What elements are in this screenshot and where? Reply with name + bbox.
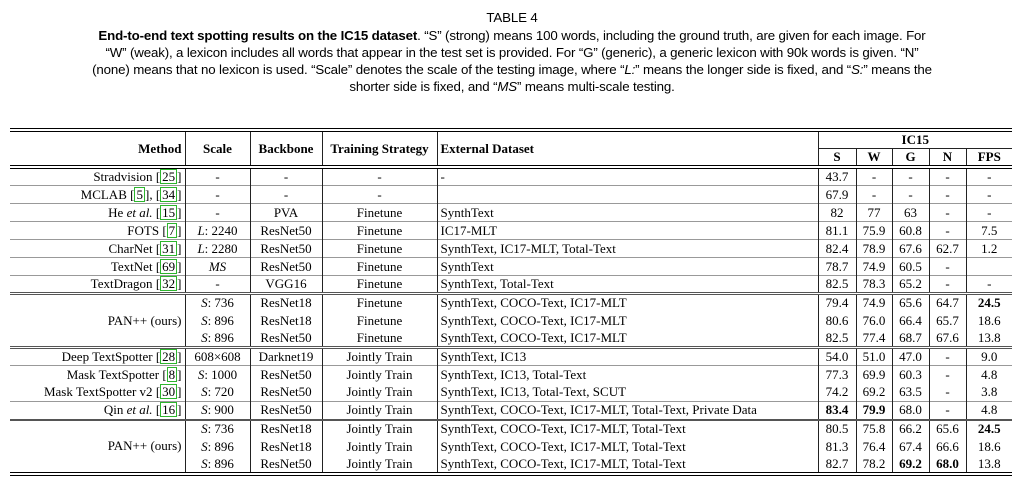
- cell-backbone: ResNet50: [250, 456, 322, 474]
- cell-method: PAN++ (ours): [10, 294, 185, 348]
- cell-external: SynthText, COCO-Text, IC17-MLT, Total-Text: [437, 438, 818, 456]
- cell-external: [437, 186, 818, 204]
- cell-n: -: [929, 186, 966, 204]
- cell-w: 79.9: [856, 402, 892, 420]
- cell-n: -: [929, 204, 966, 222]
- cell-fps: 4.8: [966, 402, 1012, 420]
- citation-link[interactable]: 34: [162, 186, 176, 202]
- cell-fps: 18.6: [966, 438, 1012, 456]
- cell-training: Jointly Train: [322, 384, 437, 402]
- cell-w: 51.0: [856, 348, 892, 366]
- cell-method: TextDragon [ 32 ]: [10, 276, 185, 294]
- cell-s: 43.7: [818, 167, 856, 186]
- col-header-g: G: [892, 149, 929, 168]
- cell-n: -: [929, 167, 966, 186]
- cell-backbone: ResNet50: [250, 330, 322, 348]
- cell-scale: S: 900: [185, 402, 250, 420]
- cell-backbone: ResNet50: [250, 402, 322, 420]
- cell-w: 74.9: [856, 294, 892, 312]
- table-row: [10, 204, 1012, 222]
- cell-g: 65.2: [892, 276, 929, 294]
- cell-w: 76.0: [856, 312, 892, 330]
- table-row: [10, 366, 1012, 384]
- cell-backbone: -: [250, 167, 322, 186]
- cell-s: 80.5: [818, 420, 856, 438]
- col-header-backbone: Backbone: [250, 130, 322, 167]
- cell-s: 81.3: [818, 438, 856, 456]
- table-caption: [0, 9, 1024, 95]
- cell-training: Finetune: [322, 222, 437, 240]
- cell-w: 78.3: [856, 276, 892, 294]
- cell-n: 65.7: [929, 312, 966, 330]
- cell-method: Mask TextSpotter v2 [ 30 ]: [43, 384, 182, 400]
- caption-line: “W” (weak), a lexicon includes all words that appear in the test set is provided. For “G” (generic), a generic lexicon with 90k words is given. “N”: [105, 45, 919, 60]
- cell-training: Finetune: [322, 276, 437, 294]
- cell-w: -: [856, 167, 892, 186]
- cell-g: 66.4: [892, 312, 929, 330]
- cell-fps: -: [966, 276, 1012, 294]
- cell-scale: S: 720: [185, 384, 250, 402]
- cell-fps: 9.0: [966, 348, 1012, 366]
- cell-s: 79.4: [818, 294, 856, 312]
- cell-g: 63: [892, 204, 929, 222]
- citation-link[interactable]: 32: [162, 276, 176, 291]
- cell-s: 54.0: [818, 348, 856, 366]
- cell-s: 77.3: [818, 366, 856, 384]
- cell-fps: 18.6: [966, 312, 1012, 330]
- cell-s: 82.4: [818, 240, 856, 258]
- cell-fps: 7.5: [966, 222, 1012, 240]
- cell-w: 69.9: [856, 366, 892, 384]
- cell-training: Finetune: [322, 312, 437, 330]
- col-group-ic15: IC15: [818, 130, 1012, 149]
- cell-g: 68.7: [892, 330, 929, 348]
- cell-scale: S: 1000: [185, 366, 250, 384]
- citation-link[interactable]: 30: [162, 384, 176, 400]
- table-row: [10, 402, 1012, 420]
- cell-training: -: [322, 186, 437, 204]
- cell-external: IC17-MLT: [437, 222, 818, 240]
- cell-training: Finetune: [322, 294, 437, 312]
- cell-external: SynthText, COCO-Text, IC17-MLT, Total-Text: [437, 456, 818, 474]
- col-header-n: N: [929, 149, 966, 168]
- cell-method: PAN++ (ours): [10, 420, 185, 474]
- col-header-training-strategy: Training Strategy: [322, 130, 437, 167]
- cell-method: Deep TextSpotter [ 28 ]: [10, 348, 185, 366]
- citation-link[interactable]: 7: [168, 222, 176, 238]
- cell-scale: S: 896: [185, 438, 250, 456]
- cell-backbone: ResNet18: [250, 312, 322, 330]
- table-row: [10, 186, 1012, 204]
- cell-backbone: ResNet50: [250, 240, 322, 258]
- cell-s: 78.7: [818, 258, 856, 276]
- cell-s: 74.2: [818, 384, 856, 402]
- table-row: [10, 420, 1012, 438]
- cell-scale: -: [185, 276, 250, 294]
- cell-training: Jointly Train: [322, 420, 437, 438]
- cell-external: -: [437, 167, 818, 186]
- cell-fps: 24.5: [966, 294, 1012, 312]
- cell-s: 82.5: [818, 276, 856, 294]
- cell-g: 66.2: [892, 420, 929, 438]
- cell-scale: -: [185, 186, 250, 204]
- table-row: [10, 276, 1012, 294]
- cell-n: -: [929, 348, 966, 366]
- cell-s: 82: [818, 204, 856, 222]
- cell-method: TextNet [ 69 ]: [10, 258, 185, 276]
- cell-g: -: [892, 167, 929, 186]
- cell-backbone: ResNet50: [250, 366, 322, 384]
- cell-scale: L: 2240: [185, 222, 250, 240]
- cell-s: 81.1: [818, 222, 856, 240]
- cell-w: 77.4: [856, 330, 892, 348]
- cell-fps: [966, 258, 1012, 276]
- cell-s: 82.5: [818, 330, 856, 348]
- cell-n: -: [929, 384, 966, 402]
- cell-backbone: ResNet18: [250, 420, 322, 438]
- cell-s: 80.6: [818, 312, 856, 330]
- cell-n: -: [929, 366, 966, 384]
- cell-n: -: [929, 258, 966, 276]
- cell-fps: 13.8: [966, 330, 1012, 348]
- cell-method: MCLAB [ 5 ], [ 34 ]: [10, 186, 185, 204]
- cell-external: SynthText, IC13: [437, 348, 818, 366]
- cell-scale: S: 896: [185, 330, 250, 348]
- citation-link[interactable]: 25: [162, 169, 176, 184]
- cell-w: 69.2: [856, 384, 892, 402]
- caption-line: (none) means that no lexicon is used. “Scale” denotes the scale of the testing image, where “L:” means the longer side is fixed, and “S:” means the: [92, 62, 932, 77]
- cell-method: CharNet [ 31 ]: [10, 240, 185, 258]
- cell-external: SynthText, IC13, Total-Text: [437, 366, 818, 384]
- cell-g: 63.5: [892, 384, 929, 402]
- cell-external: SynthText, IC17-MLT, Total-Text: [437, 240, 818, 258]
- cell-external: SynthText, COCO-Text, IC17-MLT: [437, 294, 818, 312]
- cell-g: 67.4: [892, 438, 929, 456]
- cell-fps: 4.8: [966, 366, 1012, 384]
- cell-g: 47.0: [892, 348, 929, 366]
- cell-s: 82.7: [818, 456, 856, 474]
- cell-training: Jointly Train: [322, 366, 437, 384]
- cell-training: Jointly Train: [322, 438, 437, 456]
- table-row: [10, 222, 1012, 240]
- cell-w: -: [856, 186, 892, 204]
- cell-backbone: ResNet18: [250, 294, 322, 312]
- citation-link[interactable]: 15: [162, 204, 176, 220]
- cell-scale: S: 896: [185, 456, 250, 474]
- cell-backbone: ResNet50: [250, 222, 322, 240]
- cell-n: -: [929, 222, 966, 240]
- cell-backbone: -: [250, 186, 322, 204]
- table-row: [10, 240, 1012, 258]
- col-header-s: S: [818, 149, 856, 168]
- header-row: [10, 130, 1012, 149]
- table-row: [10, 258, 1012, 276]
- cell-fps: -: [966, 186, 1012, 204]
- citation-link[interactable]: 31: [162, 240, 176, 256]
- citation-link[interactable]: 8: [168, 366, 176, 382]
- cell-g: 68.0: [892, 402, 929, 420]
- table-caption-text: [0, 27, 1024, 95]
- cell-method: He et al. [ 15 ]: [10, 204, 185, 222]
- cell-n: 68.0: [929, 456, 966, 474]
- cell-backbone: ResNet50: [250, 384, 322, 402]
- cell-n: 66.6: [929, 438, 966, 456]
- cell-w: 75.9: [856, 222, 892, 240]
- cell-training: Jointly Train: [322, 348, 437, 366]
- table-row: [10, 294, 1012, 312]
- cell-fps: -: [966, 167, 1012, 186]
- cell-w: 78.2: [856, 456, 892, 474]
- col-header-method: Method: [10, 130, 185, 167]
- cell-scale: 608×608: [185, 348, 250, 366]
- cell-training: Finetune: [322, 258, 437, 276]
- cell-method: Mask TextSpotter [ 8 ]: [10, 366, 185, 384]
- cell-method: FOTS [ 7 ]: [10, 222, 185, 240]
- cell-w: 77: [856, 204, 892, 222]
- cell-backbone: ResNet18: [250, 438, 322, 456]
- col-header-scale: Scale: [185, 130, 250, 167]
- cell-n: 67.6: [929, 330, 966, 348]
- cell-s: 67.9: [818, 186, 856, 204]
- cell-scale: -: [185, 167, 250, 186]
- table-row: [10, 167, 1012, 186]
- cell-w: 74.9: [856, 258, 892, 276]
- cell-g: 67.6: [892, 240, 929, 258]
- cell-scale: S: 896: [185, 312, 250, 330]
- cell-external: SynthText, COCO-Text, IC17-MLT, Total-Text: [437, 420, 818, 438]
- cell-g: -: [892, 186, 929, 204]
- table-caption-label: TABLE 4: [486, 10, 538, 25]
- citation-link[interactable]: 69: [162, 258, 176, 274]
- citation-link[interactable]: 28: [162, 349, 176, 364]
- cell-fps: 24.5: [966, 420, 1012, 438]
- cell-fps: 13.8: [966, 456, 1012, 474]
- cell-training: -: [322, 167, 437, 186]
- col-header-w: W: [856, 149, 892, 168]
- cell-method: Qin et al. [ 16 ]: [10, 402, 185, 420]
- cell-external: SynthText, IC13, Total-Text, SCUT: [437, 384, 818, 402]
- results-table: [10, 128, 1012, 476]
- cell-n: -: [929, 402, 966, 420]
- cell-w: 75.8: [856, 420, 892, 438]
- cell-n: -: [929, 276, 966, 294]
- cell-training: Finetune: [322, 204, 437, 222]
- cell-scale: MS: [185, 258, 250, 276]
- paper-page: [0, 9, 1024, 476]
- cell-scale: S: 736: [185, 294, 250, 312]
- cell-g: 60.5: [892, 258, 929, 276]
- cell-backbone: ResNet50: [250, 258, 322, 276]
- cell-fps: -: [966, 204, 1012, 222]
- cell-training: Jointly Train: [322, 456, 437, 474]
- cell-g: 65.6: [892, 294, 929, 312]
- citation-link[interactable]: 16: [162, 402, 176, 418]
- cell-training: Finetune: [322, 240, 437, 258]
- cell-external: SynthText: [437, 204, 818, 222]
- cell-external: SynthText, COCO-Text, IC17-MLT, Total-Text, Private Data: [437, 402, 818, 420]
- citation-link[interactable]: 5: [136, 186, 143, 202]
- cell-scale: S: 736: [185, 420, 250, 438]
- cell-w: 76.4: [856, 438, 892, 456]
- caption-line: End-to-end text spotting results on the IC15 dataset. “S” (strong) means 100 words, including the ground truth, are given for each image. For: [98, 28, 926, 43]
- cell-external: SynthText, Total-Text: [437, 276, 818, 294]
- cell-backbone: Darknet19: [250, 348, 322, 366]
- cell-external: SynthText, COCO-Text, IC17-MLT: [437, 312, 818, 330]
- cell-method: Stradvision [ 25 ]: [93, 169, 182, 184]
- cell-external: SynthText: [437, 258, 818, 276]
- cell-g: 60.8: [892, 222, 929, 240]
- cell-backbone: VGG16: [250, 276, 322, 294]
- cell-external: SynthText, COCO-Text, IC17-MLT: [437, 330, 818, 348]
- caption-line: shorter side is fixed, and “MS” means multi-scale testing.: [349, 79, 675, 94]
- cell-fps: 1.2: [966, 240, 1012, 258]
- cell-scale: L: 2280: [185, 240, 250, 258]
- cell-scale: -: [185, 204, 250, 222]
- cell-g: 60.3: [892, 366, 929, 384]
- cell-n: 62.7: [929, 240, 966, 258]
- cell-w: 78.9: [856, 240, 892, 258]
- cell-fps: 3.8: [966, 384, 1012, 402]
- cell-g: 69.2: [892, 456, 929, 474]
- col-header-external-dataset: External Dataset: [437, 130, 818, 167]
- cell-training: Jointly Train: [322, 402, 437, 420]
- table-row: [10, 348, 1012, 366]
- cell-n: 64.7: [929, 294, 966, 312]
- table-row: [10, 384, 1012, 402]
- cell-s: 83.4: [818, 402, 856, 420]
- cell-backbone: PVA: [250, 204, 322, 222]
- col-header-fps: FPS: [966, 149, 1012, 168]
- cell-n: 65.6: [929, 420, 966, 438]
- cell-training: Finetune: [322, 330, 437, 348]
